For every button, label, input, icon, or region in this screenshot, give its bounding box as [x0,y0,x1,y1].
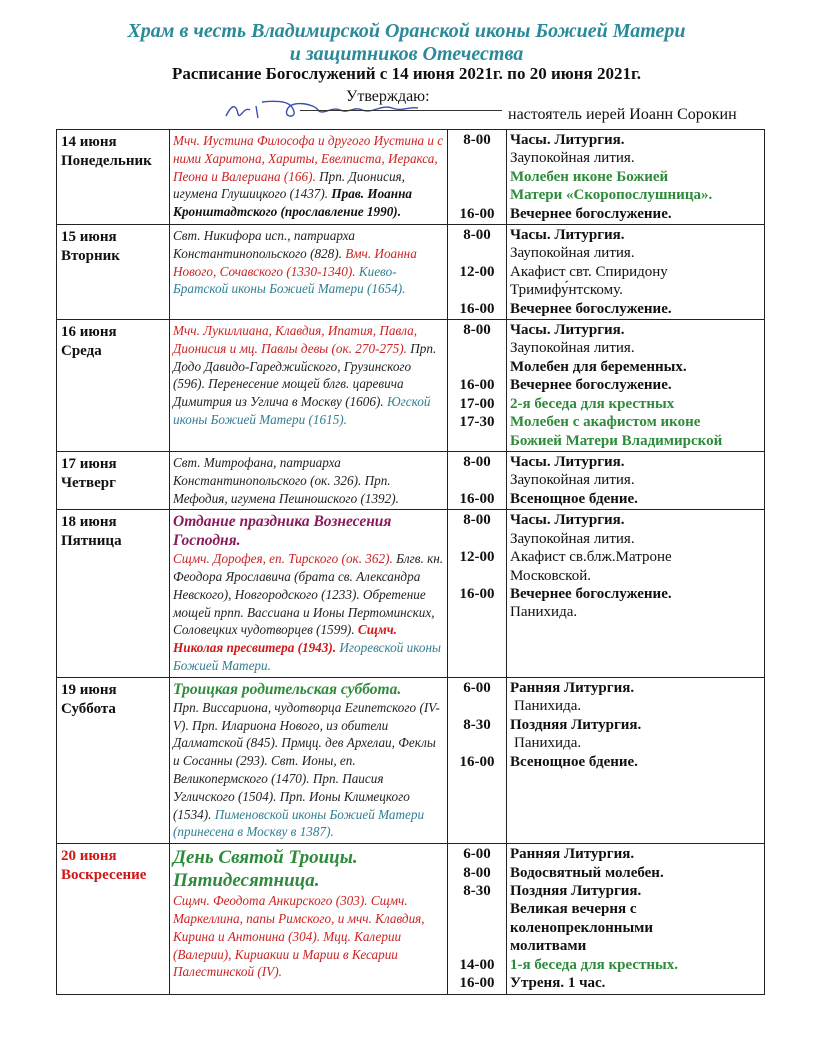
service-time: 8-00 [463,453,491,470]
times-cell [448,225,507,320]
service-item: Заупокойная лития. [510,472,635,489]
saints-cell [170,451,448,509]
day-cell [57,677,170,843]
day-date: 16 июня [61,324,117,341]
service-item: Московской. [510,567,591,584]
service-time [451,168,503,186]
service-item: Вечернее богослужение. [510,585,672,602]
services-cell [507,320,765,452]
schedule-row [57,320,765,452]
saint-entry: Сщмч. Феодота Анкирского (303). Сщмч. Маркеллина, папы Римского, и мчч. Клавдия, Кирина и Антонина (304). Мцц. Калерии (Валерии), Кириакии и Марии в Кесарии Палестинской (IV). [173,893,425,980]
day-date: 19 июня [61,681,117,698]
service-time: 8-30 [463,716,491,733]
service-item: Поздняя Литургия. [510,883,642,900]
page-title-line2: и защитников Отечества [289,43,524,65]
times-cell [448,130,507,225]
day-cell [57,844,170,994]
service-time [451,567,503,585]
service-item: Молебен для беременных. [510,358,687,375]
service-time: 8-30 [463,883,491,900]
service-time [451,471,503,489]
services-cell [507,130,765,225]
service-time: 17-00 [459,395,495,412]
service-item: Великая вечерня с [510,901,637,918]
service-time: 16-00 [459,490,495,507]
saint-entry: Сщмч. Николая пресвитера (1943). [173,622,397,656]
service-time: 16-00 [459,753,495,770]
day-weekday: Понедельник [61,153,152,169]
day-cell [57,130,170,225]
service-item: Часы. Литургия. [510,512,625,529]
day-cell [57,451,170,509]
service-time [451,919,503,937]
saint-entry: Свт. Митрофана, патриарха Константинопольского (ок. 326). Прп. Мефодия, игумена Пешношского (1392). [173,454,399,506]
saints-cell [170,130,448,225]
service-item: коленопреклонными [510,919,654,936]
signature-line [300,110,502,111]
service-item: Молебен с акафистом иконе [510,414,701,431]
schedule-subtitle: Расписание Богослужений с 14 июня 2021г. по 20 июня 2021г. [171,64,642,83]
service-time [451,358,503,376]
services-cell [507,844,765,994]
feast-title: День Святой Троицы. Пятидесятница. [173,847,358,892]
service-time: 16-00 [459,975,495,992]
schedule-row [57,677,765,843]
service-time [451,734,503,752]
saints-cell [170,320,448,452]
service-time [451,186,503,204]
service-time: 16-00 [459,205,495,222]
day-date: 20 июня [61,848,117,865]
service-time [451,244,503,262]
service-item: Вечернее богослужение. [510,205,672,222]
times-cell [448,510,507,678]
service-time: 8-00 [463,512,491,529]
service-item: Вечернее богослужение. [510,377,672,394]
day-date: 17 июня [61,455,117,472]
service-item: Панихида. [514,735,582,752]
service-item: Заупокойная лития. [510,245,635,262]
service-item: Часы. Литургия. [510,227,625,244]
saints-cell [170,844,448,994]
saint-entry: Вмч. Иоанна Нового, Сочавского (1330-1340). [173,245,417,279]
service-item: Акафист св.блж.Матроне [510,549,672,566]
saint-entry: Игоревской иконы Божией Матери. [173,640,441,674]
page-title-line1: Храм в честь Владимирской Оранской иконы Божией Матери [127,20,686,42]
service-time: 17-30 [459,414,495,431]
service-item: Заупокойная лития. [510,150,635,167]
saint-entry: Прп. Виссариона, чудотворца Египетского (IV-V). Прп. Илариона Нового, из обители Далматской (845). Прмцц. дев Архелаи, Феклы и Сосанны (293). Свт. Ионы, еп. Великопермского (1470). Прп. Паисия Угличского (1504). Прп. Ионы Климецкого (1534). [173,699,440,822]
service-item: Матери «Скоропослушница». [510,187,713,204]
service-time: 8-00 [463,864,491,881]
saints-cell [170,677,448,843]
service-time: 6-00 [463,846,491,863]
service-item: молитвами [510,938,587,955]
schedule-row [57,510,765,678]
day-date: 18 июня [61,514,117,531]
services-cell [507,225,765,320]
services-cell [507,510,765,678]
service-item: Панихида. [510,604,578,621]
schedule-row [57,225,765,320]
saint-entry: Прп. Додо Давидо-Гареджийского, Грузинского (596). Перенесение мощей блгв. царевича Димитрия из Углича в Москву (1606). [173,340,437,410]
service-time: 16-00 [459,300,495,317]
service-item: Молебен иконе Божией [510,168,669,185]
saint-entry: Югской иконы Божией Матери (1615). [173,394,431,428]
service-item: 2-я беседа для крестных [510,395,675,412]
times-cell [448,320,507,452]
day-weekday: Вторник [61,248,120,265]
saint-entry: Свт. Никифора исп., патриарха Константинопольского (828). [173,228,355,261]
day-cell [57,320,170,452]
day-weekday: Суббота [61,700,116,717]
service-time: 8-00 [463,132,491,148]
service-item: Утреня. 1 час. [510,975,606,992]
saint-entry: Прав. Иоанна Кронштадтского (прославление 1990). [173,186,413,220]
day-weekday: Четверг [61,474,116,491]
day-cell [57,510,170,678]
service-time [451,937,503,955]
service-item: Часы. Литургия. [510,453,625,470]
day-weekday: Среда [61,343,102,360]
service-time: 14-00 [459,956,495,973]
service-time [451,339,503,357]
schedule-row [57,844,765,994]
schedule-row [57,451,765,509]
saint-entry: Прп. Дионисия, игумена Глушицкого (1437). [173,168,405,202]
service-item: Всенощное бдение. [510,753,638,770]
saint-entry: Блгв. кн. Феодора Ярославича (брата св. Александра Невского), Новгородского (1233). Обретение мощей прпп. Вассиана и Ионы Пертоминских, Соловецких чудотворцев (1599). [173,551,444,638]
service-item: Акафист свт. Спиридону [510,263,668,280]
services-cell [507,451,765,509]
saints-cell [170,225,448,320]
service-time [451,900,503,918]
service-item: Божией Матери Владимирской [510,432,723,449]
times-cell [448,451,507,509]
service-item: Ранняя Литургия. [510,679,635,696]
service-time [451,603,503,621]
service-time: 12-00 [459,549,495,566]
service-time: 12-00 [459,263,495,280]
service-time: 16-00 [459,377,495,394]
day-weekday: Пятница [61,533,122,550]
service-time [451,530,503,548]
service-time: 16-00 [459,585,495,602]
service-time [451,281,503,299]
service-item: Тримифу́нтскому. [510,282,623,299]
feast-title: Троицкая родительская суббота. [173,680,402,698]
approval-label: Утверждаю: [346,88,430,105]
feast-title: Отдание праздника Вознесения Господня. [173,513,392,550]
service-time: 8-00 [463,322,491,339]
service-item: Панихида. [514,698,582,715]
service-time [451,149,503,167]
services-cell [507,677,765,843]
service-item: Часы. Литургия. [510,322,625,339]
service-item: Часы. Литургия. [510,132,625,148]
service-time: 8-00 [463,227,491,244]
service-item: Поздняя Литургия. [510,716,642,733]
service-item: Водосвятный молебен. [510,864,664,881]
service-time [451,432,503,450]
times-cell [448,844,507,994]
schedule-table [56,129,765,995]
saint-entry: Мчч. Лукиллиана, Клавдия, Ипатия, Павла, Дионисия и мц. Павлы девы (ок. 270-275). [173,323,418,356]
saint-entry: Пименовской иконы Божией Матери (принесена в Москву в 1387). [173,806,425,840]
schedule-row [57,130,765,225]
day-cell [57,225,170,320]
service-time: 6-00 [463,679,491,696]
service-item: Вечернее богослужение. [510,300,672,317]
service-item: 1-я беседа для крестных. [510,956,678,973]
saints-cell [170,510,448,678]
times-cell [448,677,507,843]
service-item: Ранняя Литургия. [510,846,635,863]
day-date: 14 июня [61,134,117,150]
service-item: Заупокойная лития. [510,340,635,357]
service-time [451,697,503,715]
saint-entry: Сщмч. Дорофея, еп. Тирского (ок. 362). [173,551,397,567]
service-item: Заупокойная лития. [510,530,635,547]
day-weekday: Воскресение [61,867,147,884]
saint-entry: Мчч. Иустина Философа и другого Иустина и с ними Харитона, Хариты, Евелписта, Иеракса, Пеона и Валериана (166). [173,133,444,184]
service-item: Всенощное бдение. [510,490,638,507]
day-date: 15 июня [61,229,117,246]
saint-entry: Киево-Братской иконы Божией Матери (1654). [173,263,406,297]
rector-name: настоятель иерей Иоанн Сорокин [508,106,737,123]
